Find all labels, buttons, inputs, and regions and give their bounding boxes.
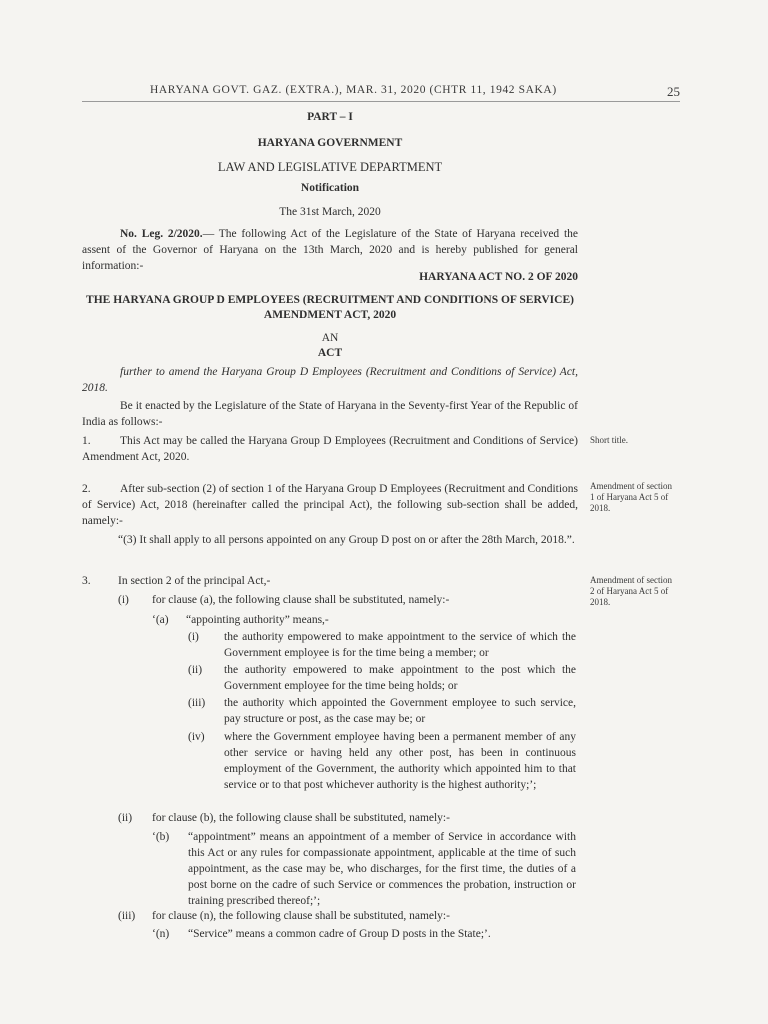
enacting-formula: Be it enacted by the Legislature of the State of Haryana in the Seventy-first Year of the Republic of India as follows:- bbox=[82, 400, 578, 428]
act-number: HARYANA ACT NO. 2 OF 2020 bbox=[419, 271, 578, 283]
clause-b-text: “appointment” means an appointment of a member of Service in accordance with this Act or any rules for compassionate appointment, applicable at the time of such appointment, as the case may be, who discharges, for the first time, the duties of a post borne on the cadre of such Service or commences the probation, instruction or training prescribed thereof;’; bbox=[188, 831, 576, 907]
running-head: HARYANA GOVT. GAZ. (EXTRA.), MAR. 31, 2020 (CHTR 11, 1942 SAKA) bbox=[150, 84, 557, 96]
act-title: THE HARYANA GROUP D EMPLOYEES (RECRUITMENT AND CONDITIONS OF SERVICE) AMENDMENT ACT, 2020 bbox=[86, 294, 574, 321]
subclause-iii-num: (iii) bbox=[188, 697, 206, 709]
an-heading: AN bbox=[321, 332, 339, 344]
section-1-marginal-note: Short title. bbox=[590, 435, 628, 445]
section-3-text: In section 2 of the principal Act,- bbox=[118, 575, 271, 587]
clause-a-text: “appointing authority” means,- bbox=[186, 614, 329, 626]
part-heading: PART – I bbox=[307, 111, 353, 123]
subclause-i-text: the authority empowered to make appointment to the service of which the Government employee is for the time being a member; or bbox=[224, 631, 576, 659]
section-2-quote: “(3) It shall apply to all persons appointed on any Group D post on or after the 28th March, 2018.”. bbox=[118, 534, 575, 546]
section-2 bbox=[82, 481, 578, 529]
clause-b-num: ‘(b) bbox=[152, 831, 170, 843]
clause-n-num: ‘(n) bbox=[152, 928, 170, 940]
clause-iii-text: for clause (n), the following clause shall be substituted, namely:- bbox=[152, 910, 450, 922]
purpose-text: further to amend the Haryana Group D Employees (Recruitment and Conditions of Service) Act, 2018. bbox=[82, 366, 578, 394]
clause-n-text: “Service” means a common cadre of Group D posts in the State;’. bbox=[188, 928, 491, 940]
section-3-num: 3. bbox=[82, 575, 91, 587]
intro-ref: No. Leg. 2/2020. bbox=[120, 228, 203, 240]
subclause-ii-num: (ii) bbox=[188, 664, 203, 676]
act-heading: ACT bbox=[317, 347, 343, 359]
clause-ii-num: (ii) bbox=[118, 812, 133, 824]
header-rule bbox=[82, 101, 680, 102]
clause-a-num: ‘(a) bbox=[152, 614, 169, 626]
section-1-text: This Act may be called the Haryana Group D Employees (Recruitment and Conditions of Service) Amendment Act, 2020. bbox=[82, 435, 578, 463]
section-2-marginal-note: Amendment of section 1 of Haryana Act 5 of 2018. bbox=[590, 481, 672, 513]
subclause-iv-text: where the Government employee having been a permanent member of any other service or having held any other post, has been in continuous employment of the Government, the authority which appointed him to that service or to that post whichever authority is the highest authority;’; bbox=[224, 731, 576, 791]
section-1 bbox=[82, 433, 578, 465]
clause-i-num: (i) bbox=[118, 594, 129, 606]
subclause-i-num: (i) bbox=[188, 631, 199, 643]
subclause-ii-text: the authority empowered to make appointment to the post which the Government employee for the time being holds; or bbox=[224, 664, 576, 692]
section-2-text: After sub-section (2) of section 1 of the Haryana Group D Employees (Recruitment and Conditions of Service) Act, 2018 (hereinafter called the principal Act), the following sub-section shall be added, namely:- bbox=[82, 483, 578, 527]
section-3-marginal-note: Amendment of section 2 of Haryana Act 5 of 2018. bbox=[590, 575, 672, 607]
intro-paragraph bbox=[82, 226, 578, 274]
notification-heading: Notification bbox=[300, 182, 360, 194]
notification-date: The 31st March, 2020 bbox=[279, 206, 381, 218]
government-heading: HARYANA GOVERNMENT bbox=[257, 137, 403, 149]
department-heading: LAW AND LEGISLATIVE DEPARTMENT bbox=[217, 160, 443, 174]
section-2-num: 2. bbox=[82, 483, 91, 495]
clause-iii-num: (iii) bbox=[118, 910, 136, 922]
intro-text: — The following Act of the Legislature of the State of Haryana received the assent of the Governor of Haryana on the 13th March, 2020 and is hereby published for general information:- bbox=[82, 228, 578, 272]
subclause-iv-num: (iv) bbox=[188, 731, 205, 743]
page-number: 25 bbox=[667, 84, 680, 99]
subclause-iii-text: the authority which appointed the Government employee to such service, pay structure or post, as the case may be; or bbox=[224, 697, 576, 725]
clause-i-text: for clause (a), the following clause shall be substituted, namely:- bbox=[152, 594, 450, 606]
section-1-num: 1. bbox=[82, 435, 91, 447]
clause-ii-text: for clause (b), the following clause shall be substituted, namely:- bbox=[152, 812, 450, 824]
